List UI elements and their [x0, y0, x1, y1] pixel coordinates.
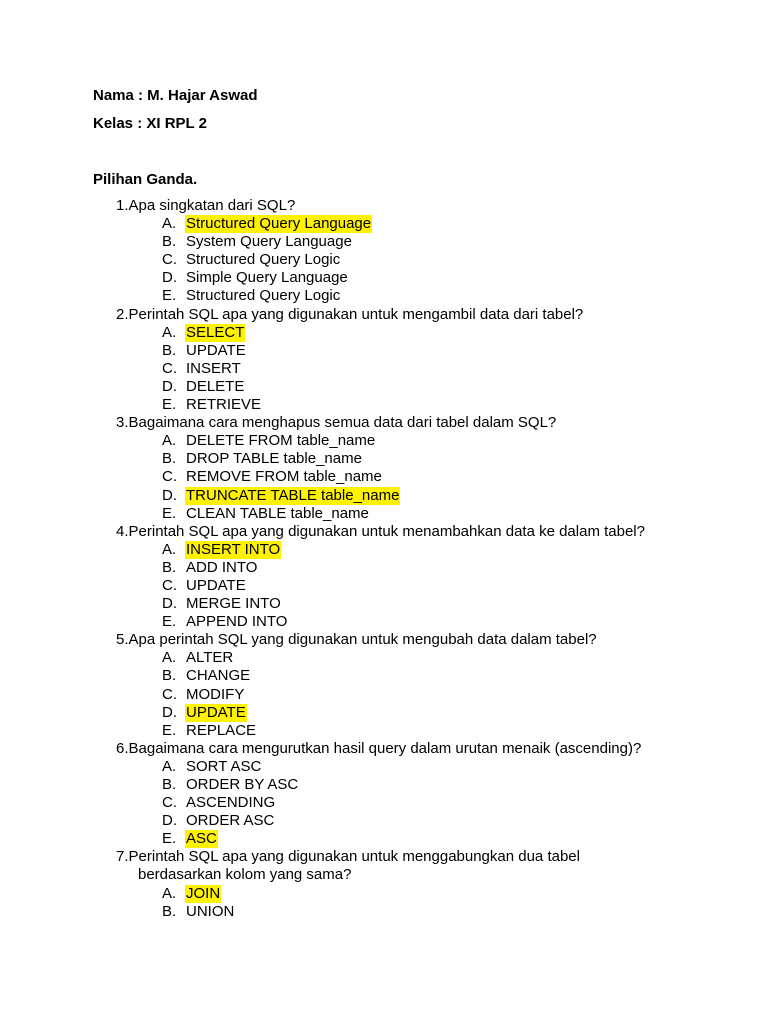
- question-text: [0, 631, 768, 649]
- question-5: [0, 631, 768, 740]
- option-letter: B.: [162, 558, 177, 576]
- option-letter: B.: [162, 450, 177, 468]
- option-item: [0, 468, 768, 486]
- question-prompt: Bagaimana cara menghapus semua data dari tabel dalam SQL?: [128, 414, 557, 432]
- option-text: ALTER: [186, 649, 234, 667]
- option-item: [0, 505, 768, 523]
- option-item: [0, 722, 768, 740]
- option-item: [0, 776, 768, 794]
- question-prompt: Bagaimana cara mengurutkan hasil query dalam urutan menaik (ascending)?: [128, 739, 642, 757]
- option-item: [0, 577, 768, 595]
- option-letter: A.: [162, 215, 177, 233]
- option-letter: C.: [162, 794, 177, 812]
- option-item-highlighted: [0, 541, 768, 559]
- option-list: [0, 432, 768, 522]
- question-text: [0, 306, 768, 324]
- option-letter: E.: [162, 504, 177, 522]
- option-item: [0, 595, 768, 613]
- option-letter: B.: [162, 233, 177, 251]
- option-letter: E.: [162, 830, 177, 848]
- section-title: Pilihan Ganda.: [93, 171, 198, 188]
- option-text: CLEAN TABLE table_name: [186, 504, 369, 522]
- question-number: 7.: [116, 848, 129, 866]
- option-item: [0, 251, 768, 269]
- option-list: [0, 649, 768, 739]
- option-item: [0, 233, 768, 251]
- option-text: MERGE INTO: [186, 595, 281, 613]
- option-item: [0, 287, 768, 305]
- question-number: 4.: [116, 522, 129, 540]
- option-item: [0, 432, 768, 450]
- option-letter: D.: [162, 269, 177, 287]
- option-text: DELETE FROM table_name: [186, 432, 376, 450]
- question-number: 3.: [116, 414, 129, 432]
- option-text: RETRIEVE: [186, 396, 262, 414]
- question-text: [0, 523, 768, 541]
- option-text: UPDATE: [186, 341, 246, 359]
- option-item: [0, 613, 768, 631]
- question-prompt: Perintah SQL apa yang digunakan untuk menambahkan data ke dalam tabel?: [128, 522, 645, 540]
- option-list: [0, 758, 768, 848]
- option-text: UNION: [186, 902, 235, 920]
- question-number: 2.: [116, 305, 129, 323]
- question-text: [0, 197, 768, 215]
- option-letter: B.: [162, 341, 177, 359]
- question-text: [0, 848, 768, 884]
- option-item: [0, 378, 768, 396]
- option-letter: E.: [162, 396, 177, 414]
- option-text: DROP TABLE table_name: [186, 450, 362, 468]
- option-item: [0, 686, 768, 704]
- option-item: [0, 559, 768, 577]
- option-text: UPDATE: [186, 703, 246, 721]
- option-text: ASC: [186, 830, 217, 848]
- option-letter: D.: [162, 595, 177, 613]
- option-letter: C.: [162, 359, 177, 377]
- option-text: SELECT: [186, 323, 245, 341]
- question-text: [0, 740, 768, 758]
- option-item: [0, 758, 768, 776]
- option-letter: A.: [162, 884, 177, 902]
- option-item: [0, 812, 768, 830]
- option-text: TRUNCATE TABLE table_name: [186, 486, 400, 504]
- option-letter: B.: [162, 667, 177, 685]
- option-item: [0, 342, 768, 360]
- option-letter: A.: [162, 432, 177, 450]
- option-list: [0, 215, 768, 305]
- option-text: REMOVE FROM table_name: [186, 468, 382, 486]
- question-6: [0, 740, 768, 849]
- option-text: ORDER BY ASC: [186, 776, 299, 793]
- question-prompt: Apa singkatan dari SQL?: [128, 197, 296, 214]
- option-text: MODIFY: [186, 685, 245, 703]
- option-text: REPLACE: [186, 721, 257, 739]
- option-text: DELETE: [186, 377, 245, 395]
- option-letter: A.: [162, 757, 177, 775]
- question-prompt: Perintah SQL apa yang digunakan untuk mengambil data dari tabel?: [128, 305, 584, 323]
- option-item-highlighted: [0, 324, 768, 342]
- option-text: Structured Query Language: [186, 215, 372, 233]
- question-number: 6.: [116, 739, 129, 757]
- option-letter: C.: [162, 251, 177, 269]
- option-letter: E.: [162, 287, 177, 305]
- question-1: [0, 197, 768, 306]
- option-item: [0, 649, 768, 667]
- option-text: System Query Language: [186, 233, 352, 251]
- question-3: [0, 414, 768, 523]
- option-text: ADD INTO: [186, 558, 258, 576]
- option-text: Structured Query Logic: [186, 251, 341, 269]
- option-item: [0, 794, 768, 812]
- question-2: [0, 306, 768, 415]
- option-text: Simple Query Language: [186, 269, 348, 287]
- option-letter: A.: [162, 540, 177, 558]
- option-letter: C.: [162, 468, 177, 486]
- option-text: SORT ASC: [186, 757, 262, 775]
- option-text: ASCENDING: [186, 794, 276, 812]
- question-prompt: Perintah SQL apa yang digunakan untuk menggabungkan dua tabel: [128, 848, 580, 866]
- option-letter: E.: [162, 721, 177, 739]
- option-letter: B.: [162, 776, 177, 793]
- question-4: [0, 523, 768, 632]
- option-text: Structured Query Logic: [186, 287, 341, 305]
- option-item-highlighted: [0, 215, 768, 233]
- question-number: 1.: [116, 197, 129, 214]
- option-letter: B.: [162, 902, 177, 920]
- option-text: ORDER ASC: [186, 812, 275, 830]
- option-item: [0, 269, 768, 287]
- option-text: CHANGE: [186, 667, 251, 685]
- option-letter: C.: [162, 576, 177, 594]
- option-text: INSERT INTO: [186, 540, 281, 558]
- option-letter: C.: [162, 685, 177, 703]
- student-name: Nama : M. Hajar Aswad: [93, 87, 258, 104]
- question-text: [0, 414, 768, 432]
- question-number: 5.: [116, 631, 129, 649]
- option-text: UPDATE: [186, 576, 246, 594]
- option-letter: A.: [162, 649, 177, 667]
- option-text: JOIN: [186, 884, 221, 902]
- option-letter: D.: [162, 812, 177, 830]
- option-item-highlighted: [0, 830, 768, 848]
- option-text: INSERT: [186, 359, 241, 377]
- option-letter: D.: [162, 377, 177, 395]
- option-list: [0, 541, 768, 631]
- option-letter: D.: [162, 703, 177, 721]
- option-list: [0, 324, 768, 414]
- option-list: [0, 885, 768, 921]
- option-text: APPEND INTO: [186, 613, 288, 631]
- option-letter: E.: [162, 613, 177, 631]
- option-item: [0, 903, 768, 921]
- option-letter: D.: [162, 486, 177, 504]
- option-item-highlighted: [0, 704, 768, 722]
- question-prompt: Apa perintah SQL yang digunakan untuk mengubah data dalam tabel?: [128, 631, 597, 649]
- question-list: [0, 197, 768, 921]
- question-7: [0, 848, 768, 920]
- option-item-highlighted: [0, 487, 768, 505]
- option-item: [0, 667, 768, 685]
- option-item-highlighted: [0, 885, 768, 903]
- option-item: [0, 450, 768, 468]
- question-prompt-continuation: berdasarkan kolom yang sama?: [138, 866, 352, 884]
- option-letter: A.: [162, 323, 177, 341]
- student-class: Kelas : XI RPL 2: [93, 115, 207, 132]
- option-item: [0, 396, 768, 414]
- option-item: [0, 360, 768, 378]
